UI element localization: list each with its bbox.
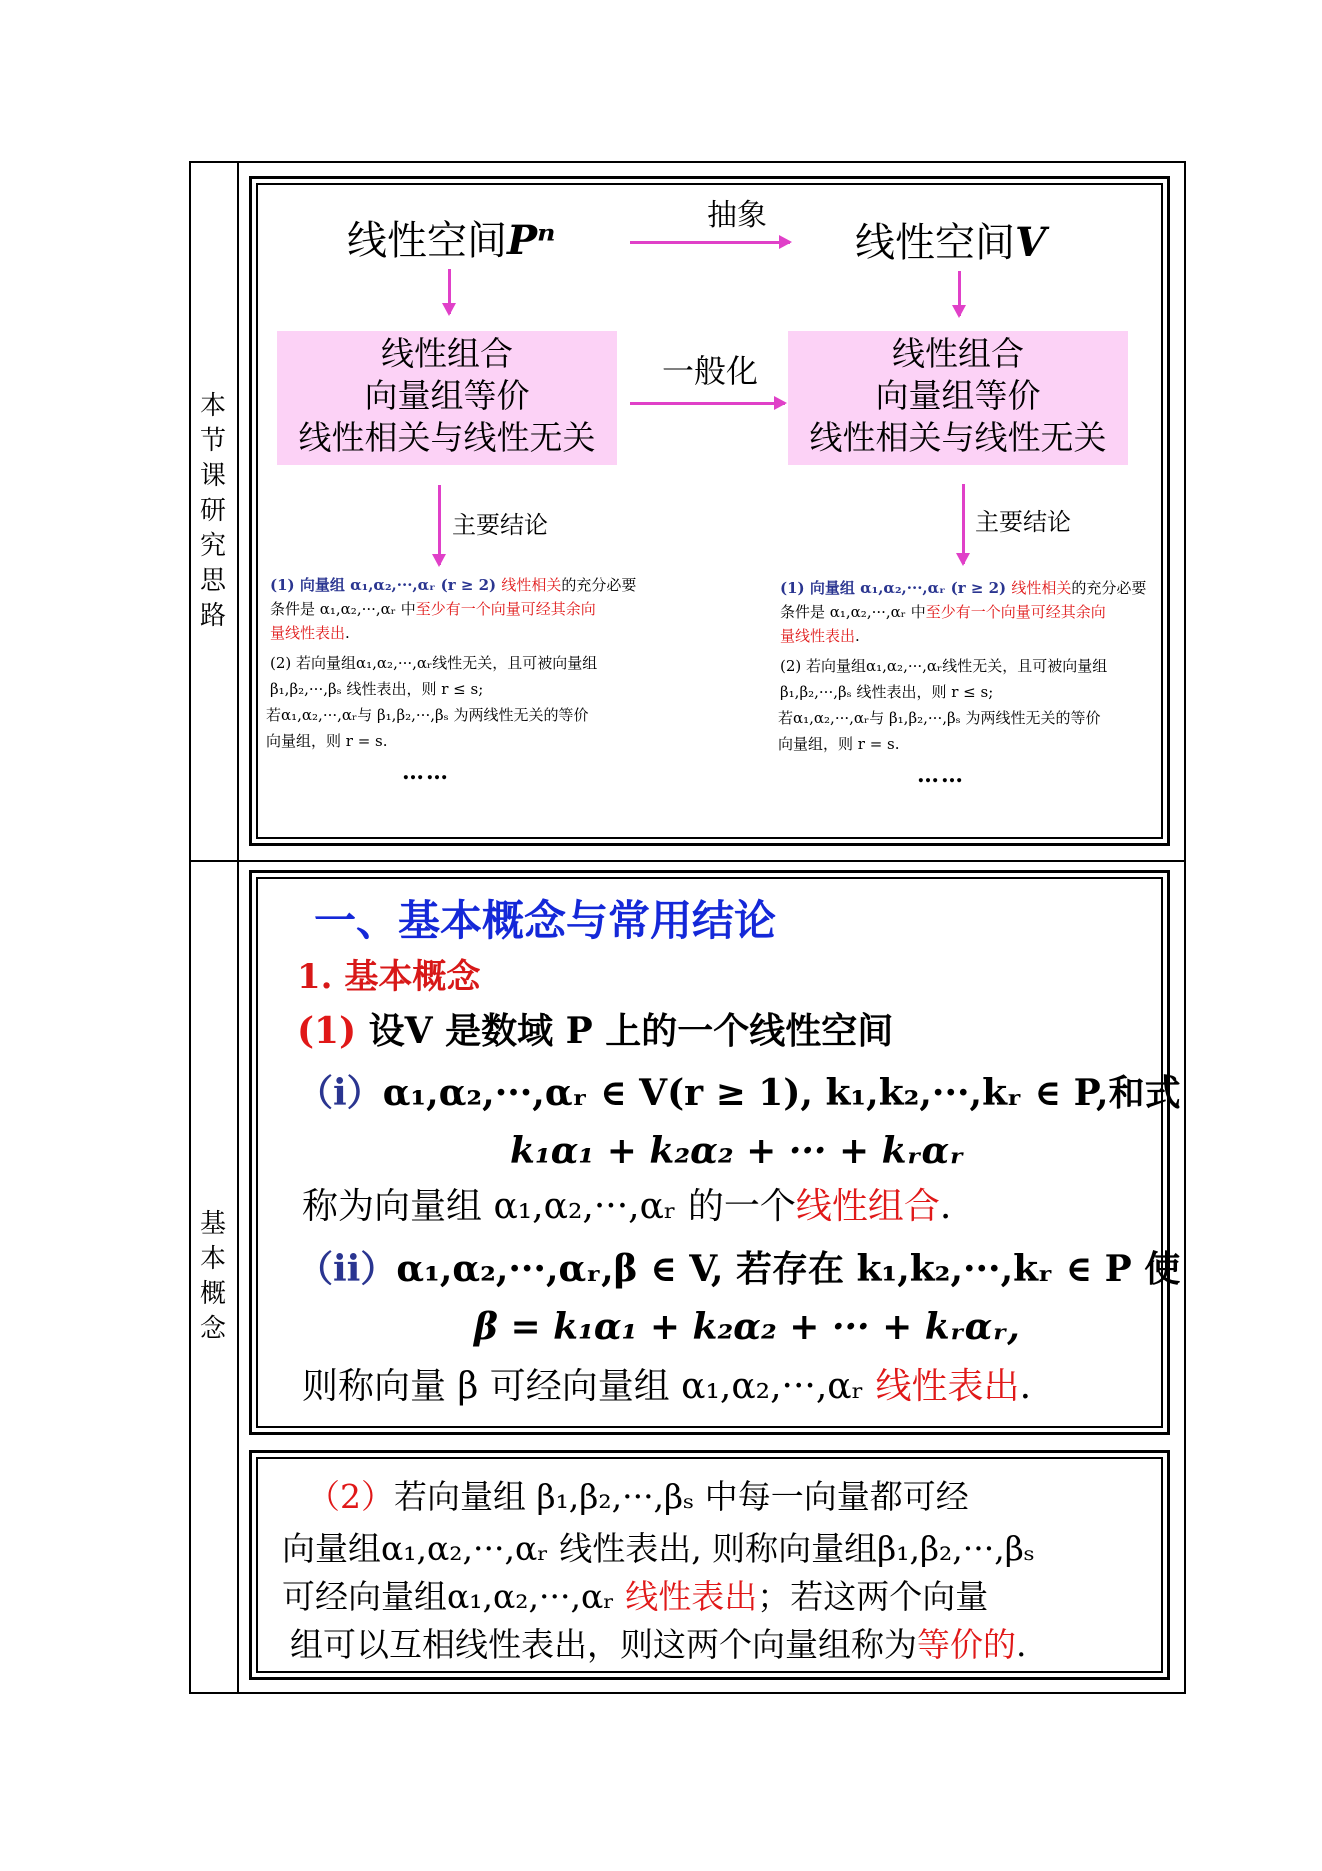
- box-line-equivalence: 向量组等价: [875, 376, 1041, 415]
- box-line-linear-combination: 线性组合: [892, 334, 1024, 373]
- arrow-label-abstract: 抽象: [707, 198, 767, 233]
- item-i-formula: k₁α₁ + k₂α₂ + ··· + kᵣαᵣ: [510, 1130, 965, 1172]
- item1-line: (1) 设V 是数域 P 上的一个线性空间: [297, 1010, 894, 1052]
- item-ii-formula: β = k₁α₁ + k₂α₂ + ··· + kᵣαᵣ,: [474, 1306, 1020, 1348]
- left-conclusion2-line3: 若α₁,α₂,···,αᵣ与 β₁,β₂,···,βₛ 为两线性无关的等价: [266, 706, 589, 724]
- sub-heading: 1. 基本概念: [297, 957, 481, 997]
- left-conclusion2-line1: (2) 若向量组α₁,α₂,···,αᵣ线性无关，且可被向量组: [270, 654, 598, 672]
- left-main-conclusion-label: 主要结论: [452, 511, 548, 539]
- concepts-slide: [249, 870, 1181, 1435]
- left-conclusion2-line4: 向量组，则 r = s.: [266, 732, 388, 750]
- box-line-dependence: 线性相关与线性无关: [298, 418, 596, 457]
- right-main-conclusion-label: 主要结论: [975, 508, 1071, 536]
- right-conclusion2-line2: β₁,β₂,···,βₛ 线性表出，则 r ≤ s;: [780, 683, 994, 701]
- arrow-right-down-2: [962, 484, 965, 564]
- item-i-definition: 称为向量组 α₁,α₂,···,αᵣ 的一个线性组合.: [302, 1186, 952, 1227]
- item-i-line: （i）α₁,α₂,···,αᵣ ∈ V(r ≥ 1), k₁,k₂,···,kᵣ ∈ P,和式: [297, 1072, 1181, 1114]
- table-column-divider: [237, 161, 239, 1694]
- left-conclusion1-line2: 条件是 α₁,α₂,···,αᵣ 中至少有一个向量可经其余向: [270, 600, 596, 618]
- right-conclusion2-line3: 若α₁,α₂,···,αᵣ与 β₁,β₂,···,βₛ 为两线性无关的等价: [778, 709, 1101, 727]
- equiv-line4: 组可以互相线性表出，则这两个向量组称为等价的.: [290, 1625, 1027, 1664]
- right-concept-box: [788, 331, 1128, 465]
- box-line-equivalence: 向量组等价: [364, 376, 530, 415]
- side-label-research-approach: 本节课研究思路: [199, 391, 226, 631]
- box-line-linear-combination: 线性组合: [381, 334, 513, 373]
- right-conclusion1-line2: 条件是 α₁,α₂,···,αᵣ 中至少有一个向量可经其余向: [780, 603, 1106, 621]
- row1-side-cell: [189, 163, 237, 860]
- equiv-line1: （2）若向量组 β₁,β₂,···,βₛ 中每一向量都可经: [307, 1477, 969, 1516]
- left-concept-box: [277, 331, 617, 465]
- equivalence-slide: [249, 1450, 1170, 1680]
- arrow-generalize: [630, 402, 785, 405]
- side-label-basic-concepts: 基本概念: [199, 1209, 226, 1344]
- arrow-abstract: [630, 241, 790, 244]
- left-ellipsis: ……: [402, 759, 450, 785]
- right-space-title: 线性空间V: [855, 219, 1047, 266]
- left-conclusion2-line2: β₁,β₂,···,βₛ 线性表出，则 r ≤ s;: [270, 680, 484, 698]
- row2-side-cell: [189, 862, 237, 1692]
- left-conclusion1-line3: 量线性表出.: [270, 624, 350, 642]
- item-ii-definition: 则称向量 β 可经向量组 α₁,α₂,···,αᵣ 线性表出.: [302, 1366, 1032, 1407]
- right-conclusion2-line4: 向量组，则 r = s.: [778, 735, 900, 753]
- right-conclusion1-line1: (1) 向量组 α₁,α₂,···,αᵣ (r ≥ 2) 线性相关的充分必要: [780, 579, 1147, 597]
- section-heading: 一、基本概念与常用结论: [314, 896, 777, 945]
- right-ellipsis: ……: [917, 762, 965, 788]
- diagram-slide: [249, 176, 1170, 846]
- right-conclusion2-line1: (2) 若向量组α₁,α₂,···,αᵣ线性无关，且可被向量组: [780, 657, 1108, 675]
- table-row-divider: [189, 860, 1186, 862]
- arrow-left-down-1: [448, 269, 451, 314]
- equiv-line2: 向量组α₁,α₂,···,αᵣ 线性表出, 则称向量组β₁,β₂,···,βₛ: [282, 1529, 1035, 1568]
- box-line-dependence: 线性相关与线性无关: [809, 418, 1107, 457]
- left-conclusion1-line1: (1) 向量组 α₁,α₂,···,αᵣ (r ≥ 2) 线性相关的充分必要: [270, 576, 637, 594]
- arrow-left-down-2: [438, 485, 441, 565]
- arrow-label-generalize: 一般化: [661, 352, 758, 390]
- equiv-line3: 可经向量组α₁,α₂,···,αᵣ 线性表出；若这两个向量: [282, 1577, 989, 1616]
- arrow-right-down-1: [958, 271, 961, 316]
- left-space-title: 线性空间Pⁿ: [347, 217, 556, 264]
- right-conclusion1-line3: 量线性表出.: [780, 627, 860, 645]
- item-ii-line: （ii）α₁,α₂,···,αᵣ,β ∈ V, 若存在 k₁,k₂,···,kᵣ ∈ P 使: [297, 1248, 1181, 1290]
